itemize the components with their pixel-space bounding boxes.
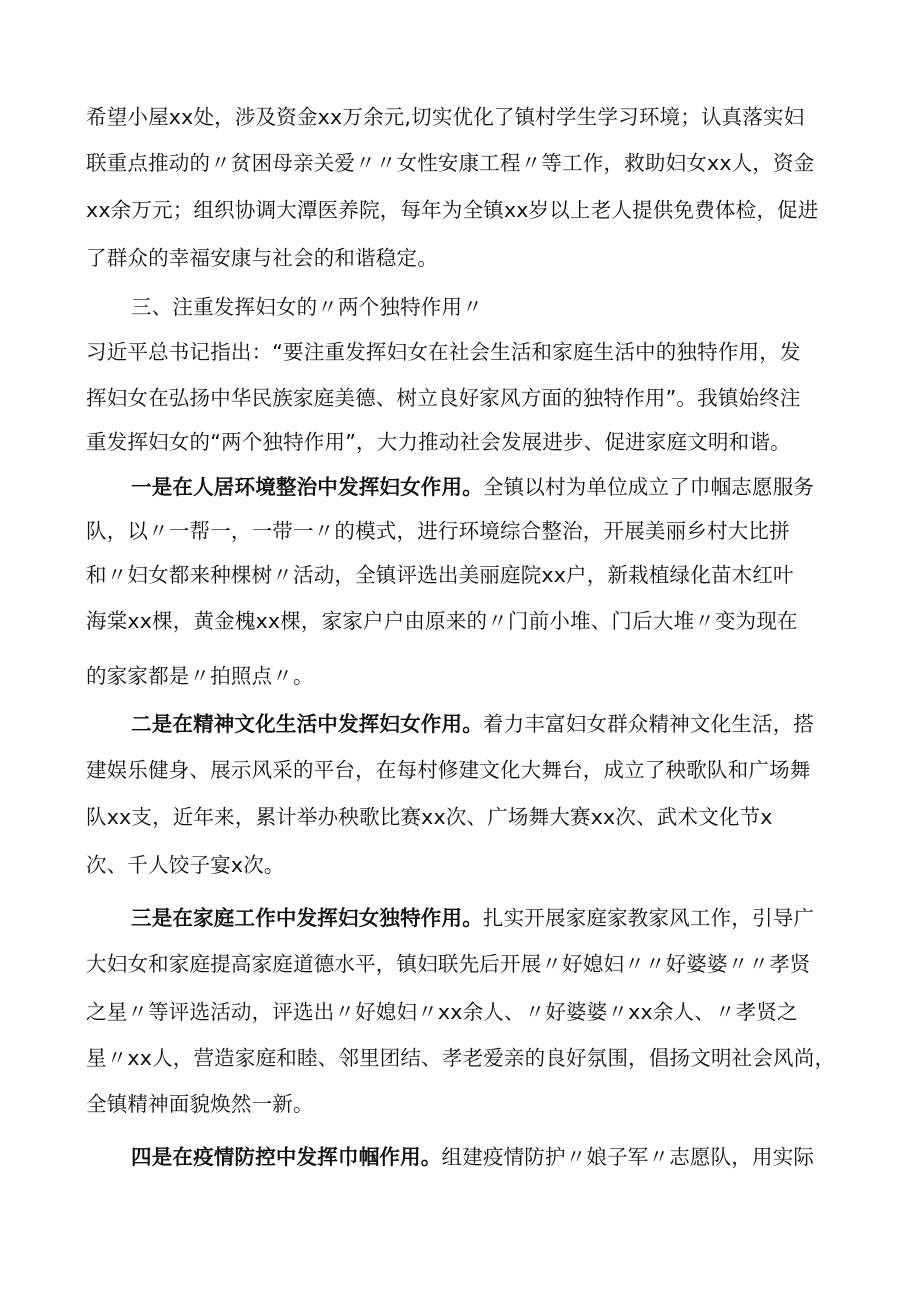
text-line	[86, 517, 790, 545]
line-text: 次、千人饺子宴x次。	[86, 853, 285, 877]
text-line	[86, 428, 791, 456]
line-text: 着力丰富妇女群众精神文化生活，搭	[482, 712, 815, 736]
text-line	[86, 103, 804, 131]
line-text: 三、注重发挥妇女的〃两个独特作用〃	[131, 295, 483, 319]
text-line	[86, 756, 811, 784]
line-text: 了群众的幸福安康与社会的和谐稳定。	[86, 246, 438, 270]
text-line	[86, 998, 798, 1026]
line-text: 建娱乐健身、展示风采的平台，在每村修建文化大舞台，成立了秧歌队和广场舞	[86, 758, 811, 782]
line-text: 大妇女和家庭提高家庭道德水平，镇妇联先后开展〃好媳妇〃〃好婆婆〃〃孝贤	[86, 952, 811, 976]
line-text: 联重点推动的〃贫困母亲关爱〃〃女性安康工程〃等工作，救助妇女xx人，资金	[86, 151, 815, 175]
line-text: 全镇以村为单位成立了巾帼志愿服务	[482, 475, 815, 499]
section-heading	[131, 293, 483, 321]
line-text: 队xx支，近年来，累计举办秧歌比赛xx次、广场舞大赛xx次、武术文化节x	[86, 805, 773, 829]
text-line	[131, 473, 814, 501]
text-line	[86, 1044, 835, 1072]
paragraph-lead: 一是在人居环境整治中发挥妇女作用。	[131, 475, 483, 499]
paragraph-lead: 四是在疫情防控中发挥巾帼作用。	[131, 1145, 442, 1169]
text-line	[86, 338, 801, 366]
line-text: 全镇精神面貌焕然一新。	[86, 1092, 314, 1116]
text-line	[131, 710, 814, 738]
text-line	[86, 384, 801, 412]
line-text: xx余万元；组织协调大潭医养院，每年为全镇xx岁以上老人提供免费体检，促进	[86, 198, 819, 222]
line-text: 扎实开展家庭家教家风工作，引导广	[482, 906, 815, 930]
text-line	[131, 904, 814, 932]
line-text: 之星〃等评选活动，评选出〃好媳妇〃xx余人、〃好婆婆〃xx余人、〃孝贤之	[86, 1000, 798, 1024]
text-line	[86, 561, 794, 589]
line-text: 和〃妇女都来种棵树〃活动，全镇评选出美丽庭院xx户，新栽植绿化苗木红叶	[86, 563, 794, 587]
text-line	[86, 1090, 314, 1118]
paragraph-lead: 三是在家庭工作中发挥妇女独特作用。	[131, 906, 483, 930]
text-line	[86, 662, 314, 690]
line-text: 组建疫情防护〃娘子军〃志愿队，用实际	[441, 1145, 815, 1169]
line-text: 挥妇女在弘扬中华民族家庭美德、树立良好家风方面的独特作用”。我镇始终注	[86, 386, 801, 410]
text-line	[86, 607, 798, 635]
line-text: 的家家都是〃拍照点〃。	[86, 664, 314, 688]
line-text: 海棠xx棵，黄金槐xx棵，家家户户由原来的〃门前小堆、门后大堆〃变为现在	[86, 609, 798, 633]
text-line	[131, 1143, 814, 1171]
text-line	[86, 851, 285, 879]
line-text: 星〃xx人，营造家庭和睦、邻里团结、孝老爱亲的良好氛围，倡扬文明社会风尚，	[86, 1046, 836, 1070]
text-line	[86, 149, 814, 177]
line-text: 希望小屋xx处，涉及资金xx万余元,切实优化了镇村学生学习环境；认真落实妇	[86, 105, 805, 129]
text-line	[86, 244, 438, 272]
text-line	[86, 196, 818, 224]
line-text: 重发挥妇女的“两个独特作用”，大力推动社会发展进步、促进家庭文明和谐。	[86, 430, 791, 454]
text-line	[86, 803, 773, 831]
line-text: 队，以〃一帮一，一带一〃的模式，进行环境综合整治，开展美丽乡村大比拼	[86, 519, 790, 543]
text-line	[86, 950, 811, 978]
line-text: 习近平总书记指出：“要注重发挥妇女在社会生活和家庭生活中的独特作用，发	[86, 340, 801, 364]
paragraph-lead: 二是在精神文化生活中发挥妇女作用。	[131, 712, 483, 736]
